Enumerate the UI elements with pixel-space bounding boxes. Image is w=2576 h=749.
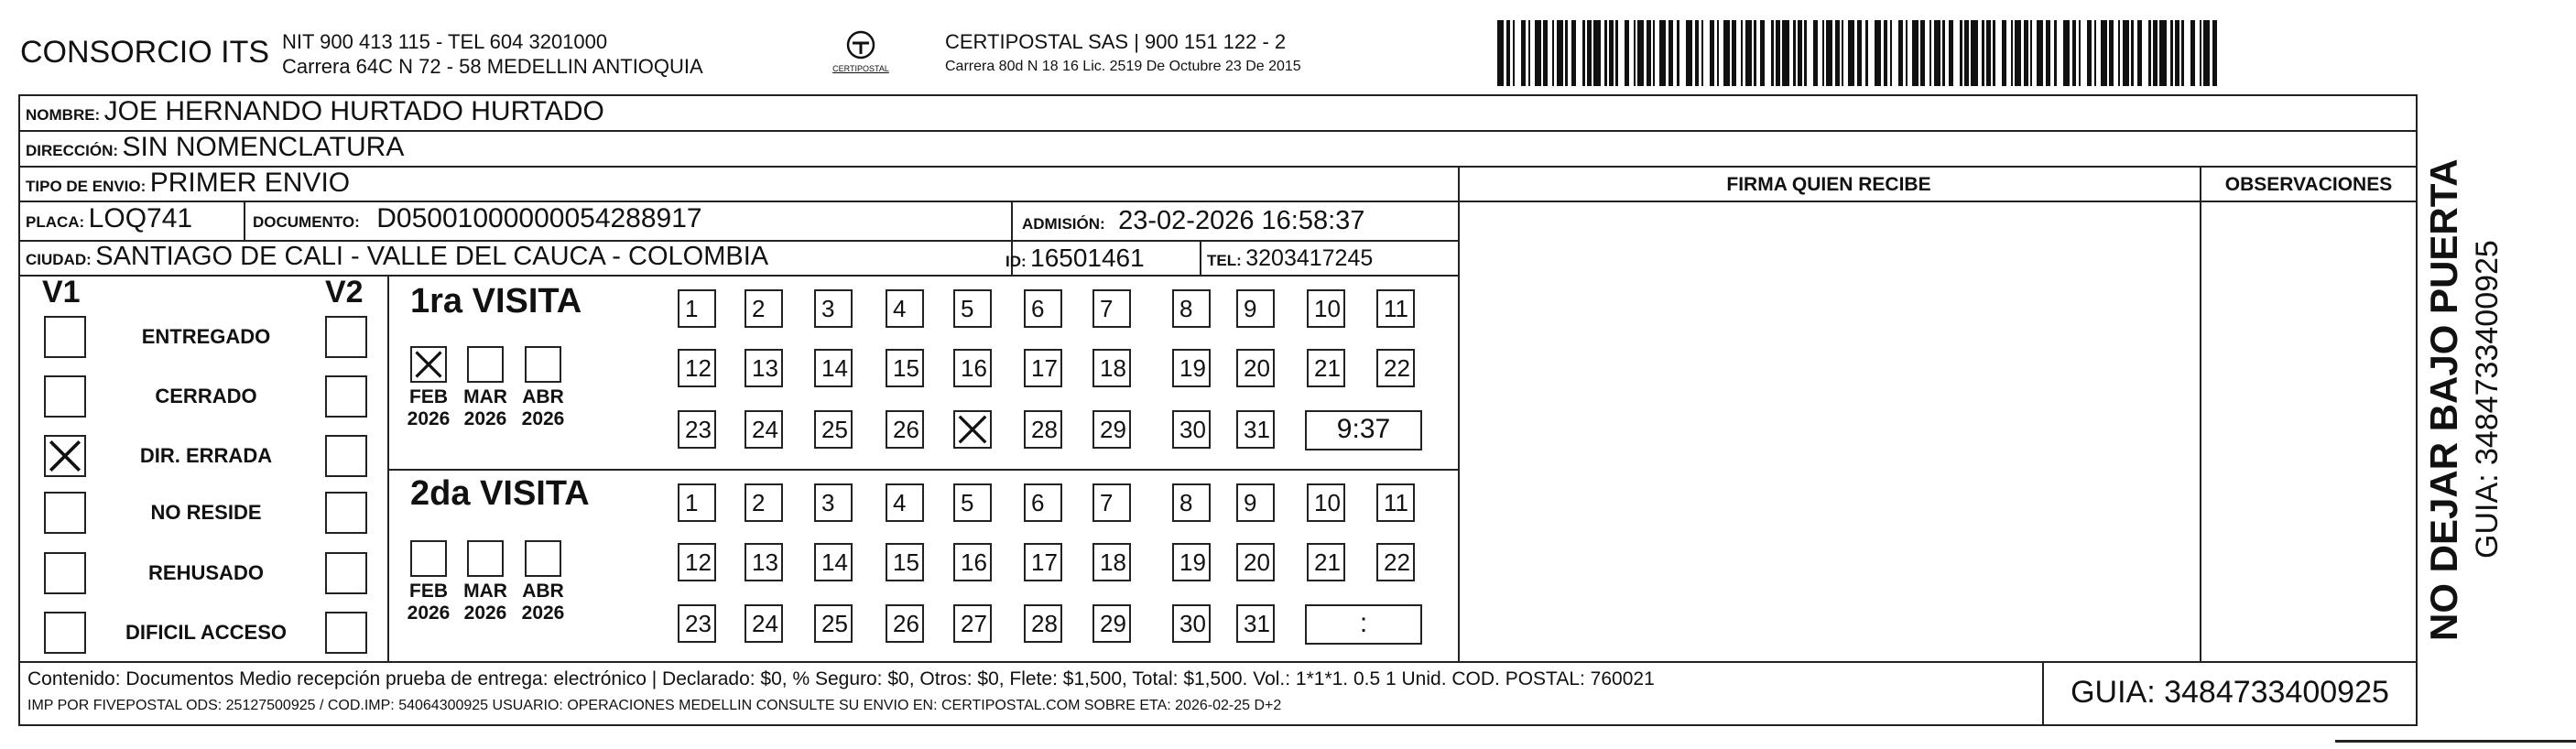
barcode-bar (1995, 20, 2002, 86)
status-label: REHUSADO (148, 561, 264, 584)
day-box[interactable]: 29 (1092, 410, 1131, 449)
v1-checkbox[interactable] (44, 552, 86, 594)
barcode-bar (1659, 20, 1666, 86)
plate-label: PLACA: (26, 213, 85, 231)
barcode-bar (1576, 20, 1582, 86)
day-box[interactable]: 19 (1172, 349, 1211, 387)
tel-cell (1207, 245, 1373, 272)
city-label: CIUDAD: (26, 251, 92, 268)
courier-address: Carrera 80d N 18 16 Lic. 2519 De Octubre 23 De 2015 (945, 59, 1301, 74)
v1-checkbox[interactable] (44, 612, 86, 654)
month-label: MAR (463, 581, 507, 602)
check-x-icon (412, 348, 445, 381)
plate-cell (26, 203, 192, 234)
barcode-bar (1723, 20, 1730, 86)
day-box[interactable]: 13 (745, 543, 783, 581)
side-notice: NO DEJAR BAJO PUERTA (2422, 158, 2465, 641)
v2-checkbox[interactable] (325, 552, 367, 594)
recipient-name-label: NOMBRE: (26, 106, 101, 124)
tel-value: 3203417245 (1245, 245, 1374, 271)
month-checkbox[interactable] (467, 346, 504, 383)
status-label: DIR. ERRADA (139, 444, 273, 467)
status-label: CERRADO (155, 385, 257, 407)
day-box[interactable]: 20 (1236, 349, 1275, 387)
barcode-bar (1703, 20, 1710, 86)
day-box[interactable]: 4 (886, 289, 924, 328)
barcode-bar (1679, 20, 1686, 86)
day-box[interactable]: 10 (1307, 289, 1345, 328)
day-box[interactable]: 11 (1376, 289, 1415, 328)
barcode-bar (2159, 20, 2166, 86)
barcode-bar (2081, 20, 2087, 86)
day-box[interactable]: 7 (1092, 483, 1131, 522)
company-nit: NIT 900 413 115 - TEL 604 3201000 (282, 30, 608, 53)
day-box[interactable]: 26 (886, 604, 924, 643)
admission-cell (1022, 206, 1364, 236)
shipment-type-value: PRIMER ENVIO (149, 168, 351, 198)
barcode-bar (2015, 20, 2021, 86)
barcode-bar (1953, 20, 1960, 86)
shipment-type-label: TIPO DE ENVIO: (26, 178, 147, 195)
time-box[interactable]: : (1305, 604, 1422, 645)
day-box[interactable]: 21 (1307, 349, 1345, 387)
barcode-bar (1807, 20, 1813, 86)
day-box[interactable]: 8 (1172, 289, 1211, 328)
barcode-bar (2142, 20, 2148, 86)
v1-checkbox[interactable] (44, 492, 86, 534)
day-box[interactable]: 13 (745, 349, 783, 387)
check-x-icon (46, 437, 84, 475)
v2-checkbox[interactable] (325, 375, 367, 418)
day-box[interactable]: 14 (814, 543, 853, 581)
courier-logo (820, 29, 902, 73)
barcode-bar (1875, 20, 1881, 86)
day-box[interactable]: 5 (953, 483, 992, 522)
visit-2-title: 2da VISITA (410, 474, 590, 513)
day-box[interactable]: 23 (678, 410, 716, 449)
visit-1-title: 1ra VISITA (410, 282, 582, 320)
month-label: FEB (409, 386, 448, 407)
year-label: 2026 (521, 408, 565, 429)
month-label: FEB (409, 581, 448, 602)
footer-content-line: Contenido: Documentos Medio recepción prueba de entrega: electrónico | Declarado: $0, % Seguro: $0, Otros: $0, Flete: $1,500, Total: $1,500. Vol.: 1*1*1. 0.5 1 Unid. COD. POSTAL: 760021 (27, 668, 1655, 689)
day-box[interactable]: 2 (745, 289, 783, 328)
barcode (1497, 20, 2221, 86)
day-box[interactable]: 31 (1236, 604, 1275, 643)
day-box[interactable]: 10 (1307, 483, 1345, 522)
day-box[interactable]: 27 (953, 604, 992, 643)
day-box[interactable]: 12 (678, 349, 716, 387)
barcode-bar (1892, 20, 1898, 86)
side-guia: GUIA: 3484733400925 (2470, 240, 2505, 559)
barcode-bar (1593, 20, 1600, 86)
barcode-bar (2101, 20, 2107, 86)
footer-print-line: IMP POR FIVEPOSTAL ODS: 25127500925 / COD.IMP: 54064300925 USUARIO: OPERACIONES MEDELLIN CONSULTE SU ENVIO EN: CERTIPOSTAL.COM SOBRE ETA: 2026-02-25 D+2 (27, 698, 1282, 713)
day-box[interactable]: 24 (745, 604, 783, 643)
day-box[interactable]: 21 (1307, 543, 1345, 581)
day-box[interactable]: 20 (1236, 543, 1275, 581)
document-cell (253, 203, 702, 234)
year-label: 2026 (407, 602, 451, 624)
tel-label: TEL: (1207, 252, 1242, 269)
day-box[interactable]: 6 (1024, 289, 1062, 328)
recipient-address-label: DIRECCIÓN: (26, 142, 119, 159)
v1-checkbox[interactable] (44, 435, 86, 477)
day-box[interactable]: 9 (1236, 289, 1275, 328)
month-checkbox[interactable] (525, 540, 561, 577)
barcode-bar (1618, 20, 1625, 86)
barcode-bar (2063, 20, 2070, 86)
id-cell (1005, 244, 1145, 273)
month-checkbox[interactable] (467, 540, 504, 577)
barcode-bar (1637, 20, 1644, 86)
plate-value: LOQ741 (88, 203, 193, 233)
day-box[interactable]: 17 (1024, 349, 1062, 387)
day-box[interactable]: 22 (1376, 543, 1415, 581)
day-box[interactable]: 17 (1024, 543, 1062, 581)
barcode-bar (1848, 20, 1854, 86)
day-box[interactable]: 11 (1376, 483, 1415, 522)
city-value: SANTIAGO DE CALI - VALLE DEL CAUCA - COLOMBIA (95, 242, 769, 271)
document-label: DOCUMENTO: (253, 213, 360, 231)
id-label: ID: (1005, 253, 1027, 270)
day-box[interactable]: 3 (814, 289, 853, 328)
company-name: CONSORCIO ITS (20, 35, 270, 70)
month-checkbox[interactable] (410, 540, 447, 577)
month-checkbox[interactable] (525, 346, 561, 383)
day-box[interactable]: 2 (745, 483, 783, 522)
day-box[interactable]: 28 (1024, 604, 1062, 643)
day-box[interactable]: 29 (1092, 604, 1131, 643)
courier-logo-icon (842, 29, 879, 62)
day-box[interactable]: 23 (678, 604, 716, 643)
year-label: 2026 (521, 602, 565, 624)
day-box[interactable]: 15 (886, 349, 924, 387)
status-label: DIFICIL ACCESO (125, 621, 287, 644)
day-box[interactable]: 30 (1172, 604, 1211, 643)
day-box[interactable]: 28 (1024, 410, 1062, 449)
status-label: NO RESIDE (150, 501, 262, 524)
day-box[interactable]: 5 (953, 289, 992, 328)
v2-checkbox[interactable] (325, 316, 367, 358)
v1-header: V1 (42, 275, 81, 309)
barcode-bar (2123, 20, 2129, 86)
recipient-address-value: SIN NOMENCLATURA (122, 132, 405, 162)
day-box[interactable]: 6 (1024, 483, 1062, 522)
v1-checkbox[interactable] (44, 375, 86, 418)
v2-checkbox[interactable] (325, 612, 367, 654)
shipment-type-row (26, 168, 350, 199)
barcode-bar (1765, 20, 1771, 86)
v2-header: V2 (325, 275, 364, 309)
barcode-bar (1868, 20, 1875, 86)
month-label: ABR (522, 386, 564, 407)
status-label: ENTREGADO (141, 325, 271, 348)
day-box[interactable]: 9 (1236, 483, 1275, 522)
year-label: 2026 (463, 602, 507, 624)
barcode-bar (1515, 20, 1521, 86)
day-box[interactable]: 4 (886, 483, 924, 522)
day-box[interactable]: 24 (745, 410, 783, 449)
id-value: 16501461 (1030, 244, 1145, 272)
observations-header: OBSERVACIONES (2224, 174, 2393, 195)
v1-checkbox[interactable] (44, 316, 86, 358)
v2-checkbox[interactable] (325, 435, 367, 477)
barcode-bar (2037, 20, 2043, 86)
recipient-name-row (26, 96, 604, 127)
day-box[interactable]: 18 (1092, 349, 1131, 387)
day-box[interactable]: 26 (886, 410, 924, 449)
courier-name: CERTIPOSTAL SAS | 900 151 122 - 2 (945, 30, 1287, 53)
day-box[interactable]: 16 (953, 349, 992, 387)
day-box[interactable]: 18 (1092, 543, 1131, 581)
day-box[interactable]: 12 (678, 543, 716, 581)
recipient-name-value: JOE HERNANDO HURTADO HURTADO (103, 96, 604, 126)
courier-logo-text: CERTIPOSTAL (832, 64, 889, 73)
day-box[interactable]: 31 (1236, 410, 1275, 449)
barcode-bar (1971, 20, 1977, 86)
day-box[interactable]: 1 (678, 483, 716, 522)
barcode-bar (1826, 20, 1832, 86)
day-box[interactable]: 19 (1172, 543, 1211, 581)
barcode-bar (1535, 20, 1541, 86)
barcode-bar (2184, 20, 2190, 86)
recipient-address-row (26, 132, 404, 163)
month-checkbox[interactable] (410, 346, 447, 383)
admission-value: 23-02-2026 16:58:37 (1118, 206, 1365, 235)
signature-header: FIRMA QUIEN RECIBE (1726, 174, 1931, 195)
day-box[interactable]: 14 (814, 349, 853, 387)
barcode-bar (1934, 20, 1940, 86)
barcode-bar (2057, 20, 2063, 86)
company-address: Carrera 64C N 72 - 58 MEDELLIN ANTIOQUIA (282, 55, 703, 78)
barcode-bar (1686, 20, 1692, 86)
barcode-bar (2203, 20, 2210, 86)
time-box[interactable]: 9:37 (1305, 410, 1422, 450)
check-x-icon (955, 412, 990, 447)
barcode-bar (1497, 20, 1504, 86)
day-box[interactable]: 16 (953, 543, 992, 581)
day-box[interactable]: 25 (814, 604, 853, 643)
day-box[interactable]: 7 (1092, 289, 1131, 328)
barcode-bar (2217, 20, 2219, 86)
barcode-bar (1912, 20, 1918, 86)
day-box[interactable]: 25 (814, 410, 853, 449)
day-box[interactable]: 30 (1172, 410, 1211, 449)
barcode-bar (1745, 20, 1752, 86)
day-box[interactable]: 1 (678, 289, 716, 328)
month-label: MAR (463, 386, 507, 407)
year-label: 2026 (463, 408, 507, 429)
city-cell (26, 242, 768, 272)
day-box[interactable]: 3 (814, 483, 853, 522)
admission-label: ADMISIÓN: (1022, 215, 1105, 233)
month-label: ABR (522, 581, 564, 602)
barcode-bar (1782, 20, 1788, 86)
day-box[interactable] (953, 410, 992, 449)
day-box[interactable]: 8 (1172, 483, 1211, 522)
year-label: 2026 (407, 408, 451, 429)
footer-guia: GUIA: 3484733400925 (2071, 675, 2389, 710)
document-value: D05001000000054288917 (376, 203, 702, 233)
day-box[interactable]: 15 (886, 543, 924, 581)
v2-checkbox[interactable] (325, 492, 367, 534)
day-box[interactable]: 22 (1376, 349, 1415, 387)
barcode-bar (1557, 20, 1563, 86)
